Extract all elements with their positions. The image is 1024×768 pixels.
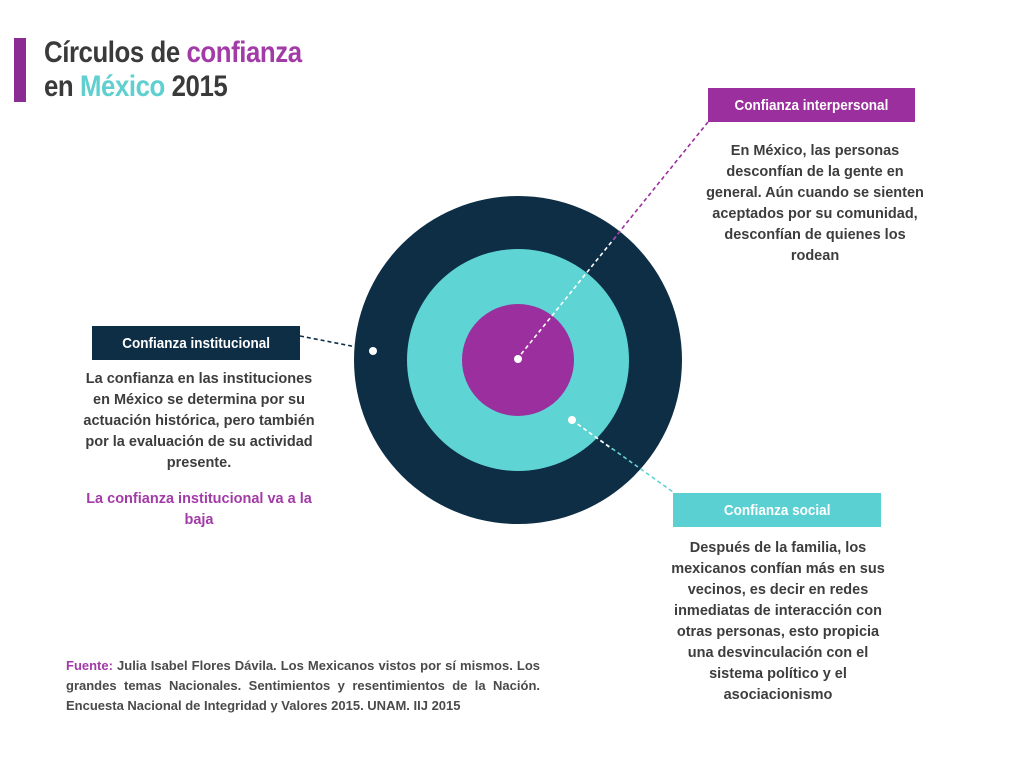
description-interpersonal: En México, las personas desconfían de la gente en general. Aún cuando se sienten aceptados por su comunidad, desconfían de quienes los rodean — [706, 143, 924, 264]
title-part-3: en — [44, 70, 80, 103]
description-social: Después de la familia, los mexicanos confían más en sus vecinos, es decir en redes inmediatas de interacción con otras personas, esto propicia una desvinculación con el sistema político y el asociacionismo — [671, 540, 885, 703]
connector-interpersonal-outside — [612, 122, 708, 241]
source-citation — [66, 656, 540, 716]
label-confianza-interpersonal — [708, 88, 915, 122]
source-text: Julia Isabel Flores Dávila. Los Mexicanos vistos por sí mismos. Los grandes temas Nacionales. Sentimientos y resentimientos de la Nación. Encuesta Nacional de Integridad y Valores 2015. UNAM. IIJ 2015 — [66, 658, 540, 713]
description-institucional: La confianza en las instituciones en México se determina por su actuación histórica, pero también por la evaluación de su actividad presente. — [83, 371, 315, 471]
title-year: 2015 — [164, 70, 228, 103]
label-confianza-institucional — [92, 326, 300, 360]
title-part-1: Círculos de — [44, 36, 187, 69]
connector-dot-institucional — [369, 347, 377, 355]
label-interpersonal-text: Confianza interpersonal — [734, 96, 889, 114]
title-highlight-mexico: México — [79, 70, 165, 103]
page-title — [44, 36, 302, 104]
title-highlight-confianza: confianza — [186, 36, 302, 69]
label-confianza-social — [673, 493, 881, 527]
connector-dot-social — [568, 416, 576, 424]
description-institucional-highlight: La confianza institucional va a la baja — [86, 491, 312, 528]
title-accent-bar — [14, 38, 26, 102]
label-institucional-text: Confianza institucional — [122, 334, 270, 352]
connector-dot-interpersonal — [514, 355, 522, 363]
label-social-text: Confianza social — [723, 501, 831, 519]
source-label: Fuente: — [66, 658, 113, 673]
